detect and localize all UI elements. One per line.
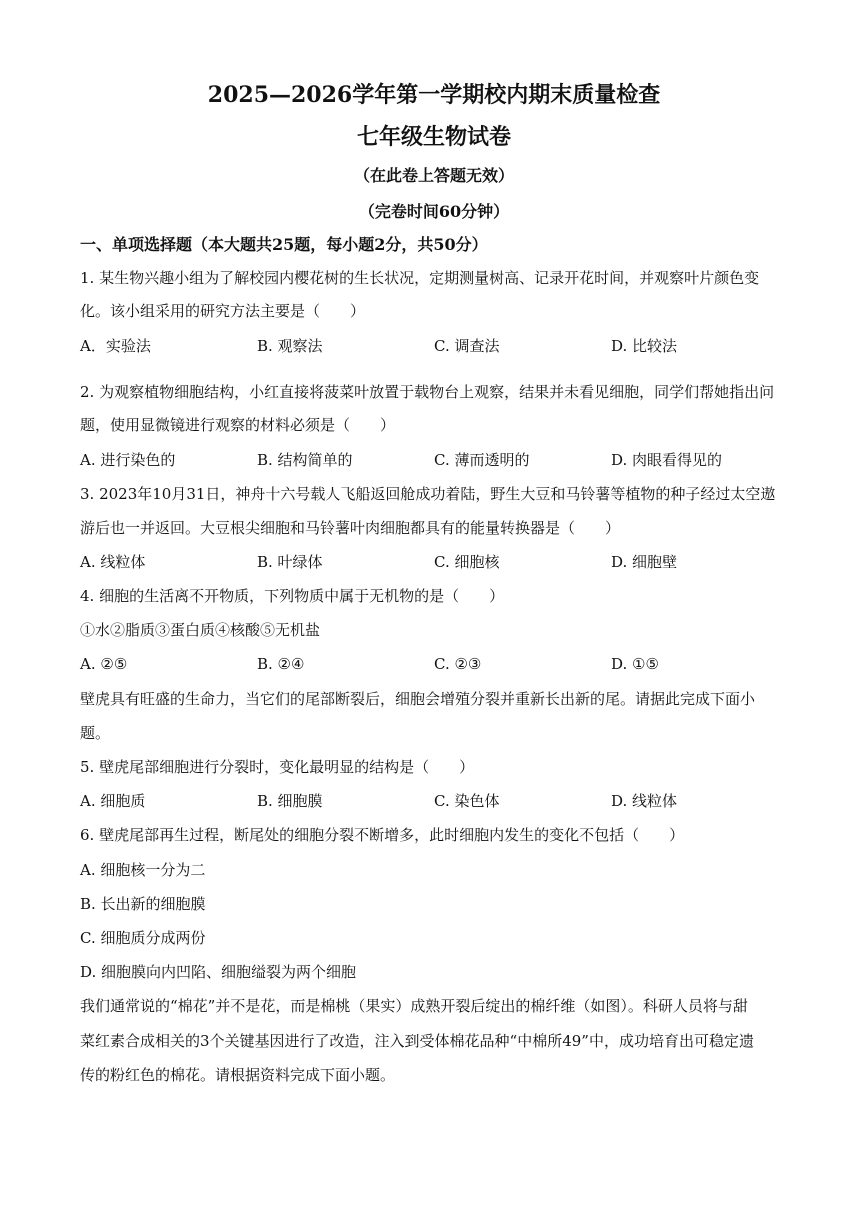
q2-option-c: C. 薄而透明的 xyxy=(434,451,530,469)
q2-line-1: 2. 为观察植物细胞结构，小红直接将菠菜叶放置于载物台上观察，结果并未看见细胞，同学们帮她指出问 xyxy=(80,383,775,401)
q4-option-c: C. ②③ xyxy=(434,655,482,673)
q2-option-b: B. 结构简单的 xyxy=(257,451,353,469)
passage-2-line-2: 菜红素合成相关的3个关键基因进行了改造，注入到受体棉花品种“中棉所49”中，成功培育出可稳定遗 xyxy=(80,1032,754,1050)
q2-option-d: D. 肉眼看得见的 xyxy=(611,451,723,469)
passage-1-line-2: 题。 xyxy=(80,724,111,742)
q1-option-a: A．实验法 xyxy=(80,337,151,355)
q4-line-1: 4. 细胞的生活离不开物质，下列物质中属于无机物的是（ ） xyxy=(80,587,505,605)
q6-option-d: D. 细胞膜向内凹陷、细胞缢裂为两个细胞 xyxy=(80,963,357,981)
q4-option-a: A. ②⑤ xyxy=(80,655,128,673)
q4-line-2: ①水②脂质③蛋白质④核酸⑤无机盐 xyxy=(80,621,321,639)
q5-option-c: C. 染色体 xyxy=(434,792,500,810)
q5-option-a: A. 细胞质 xyxy=(80,792,146,810)
q1-line-2: 化。该小组采用的研究方法主要是（ ） xyxy=(80,302,366,320)
q1-option-b: B. 观察法 xyxy=(257,337,323,355)
q4-option-b: B. ②④ xyxy=(257,655,305,673)
q2-option-a: A. 进行染色的 xyxy=(80,451,176,469)
q3-option-d: D. 细胞壁 xyxy=(611,553,678,571)
q2-line-2: 题，使用显微镜进行观察的材料必须是（ ） xyxy=(80,416,396,434)
q6-option-c: C. 细胞质分成两份 xyxy=(80,929,206,947)
q1-option-d: D. 比较法 xyxy=(611,337,678,355)
passage-2-line-3: 传的粉红色的棉花。请根据资料完成下面小题。 xyxy=(80,1066,396,1084)
q5-line-1: 5. 壁虎尾部细胞进行分裂时，变化最明显的结构是（ ） xyxy=(80,758,475,776)
exam-time: （完卷时间60分钟） xyxy=(358,202,510,221)
passage-1-line-1: 壁虎具有旺盛的生命力，当它们的尾部断裂后，细胞会增殖分裂并重新长出新的尾。请据此完成下面小 xyxy=(80,690,756,708)
q6-line-1: 6. 壁虎尾部再生过程，断尾处的细胞分裂不断增多，此时细胞内发生的变化不包括（ ） xyxy=(80,826,685,844)
q3-option-c: C. 细胞核 xyxy=(434,553,500,571)
q4-option-d: D. ①⑤ xyxy=(611,655,659,673)
section-title: 一、单项选择题（本大题共25题，每小题2分，共50分） xyxy=(80,235,488,254)
q3-option-b: B. 叶绿体 xyxy=(257,553,323,571)
exam-note: （在此卷上答题无效） xyxy=(353,166,514,185)
q1-line-1: 1. 某生物兴趣小组为了解校园内樱花树的生长状况，定期测量树高、记录开花时间，并观察叶片颜色变 xyxy=(80,269,760,287)
exam-title: 2025—2026学年第一学期校内期末质量检查 xyxy=(207,82,661,108)
exam-subtitle: 七年级生物试卷 xyxy=(356,124,511,150)
q5-option-b: B. 细胞膜 xyxy=(257,792,323,810)
passage-2-line-1: 我们通常说的“棉花”并不是花，而是棉桃（果实）成熟开裂后绽出的棉纤维（如图）。科研人员将与甜 xyxy=(80,997,748,1015)
q3-line-1: 3. 2023年10月31日，神舟十六号载人飞船返回舱成功着陆，野生大豆和马铃薯等植物的种子经过太空遨 xyxy=(80,485,776,503)
q3-line-2: 游后也一并返回。大豆根尖细胞和马铃薯叶肉细胞都具有的能量转换器是（ ） xyxy=(80,519,621,537)
q5-option-d: D. 线粒体 xyxy=(611,792,678,810)
q1-option-c: C. 调查法 xyxy=(434,337,500,355)
q6-option-a: A. 细胞核一分为二 xyxy=(80,861,206,879)
q3-option-a: A. 线粒体 xyxy=(80,553,146,571)
q6-option-b: B. 长出新的细胞膜 xyxy=(80,895,206,913)
